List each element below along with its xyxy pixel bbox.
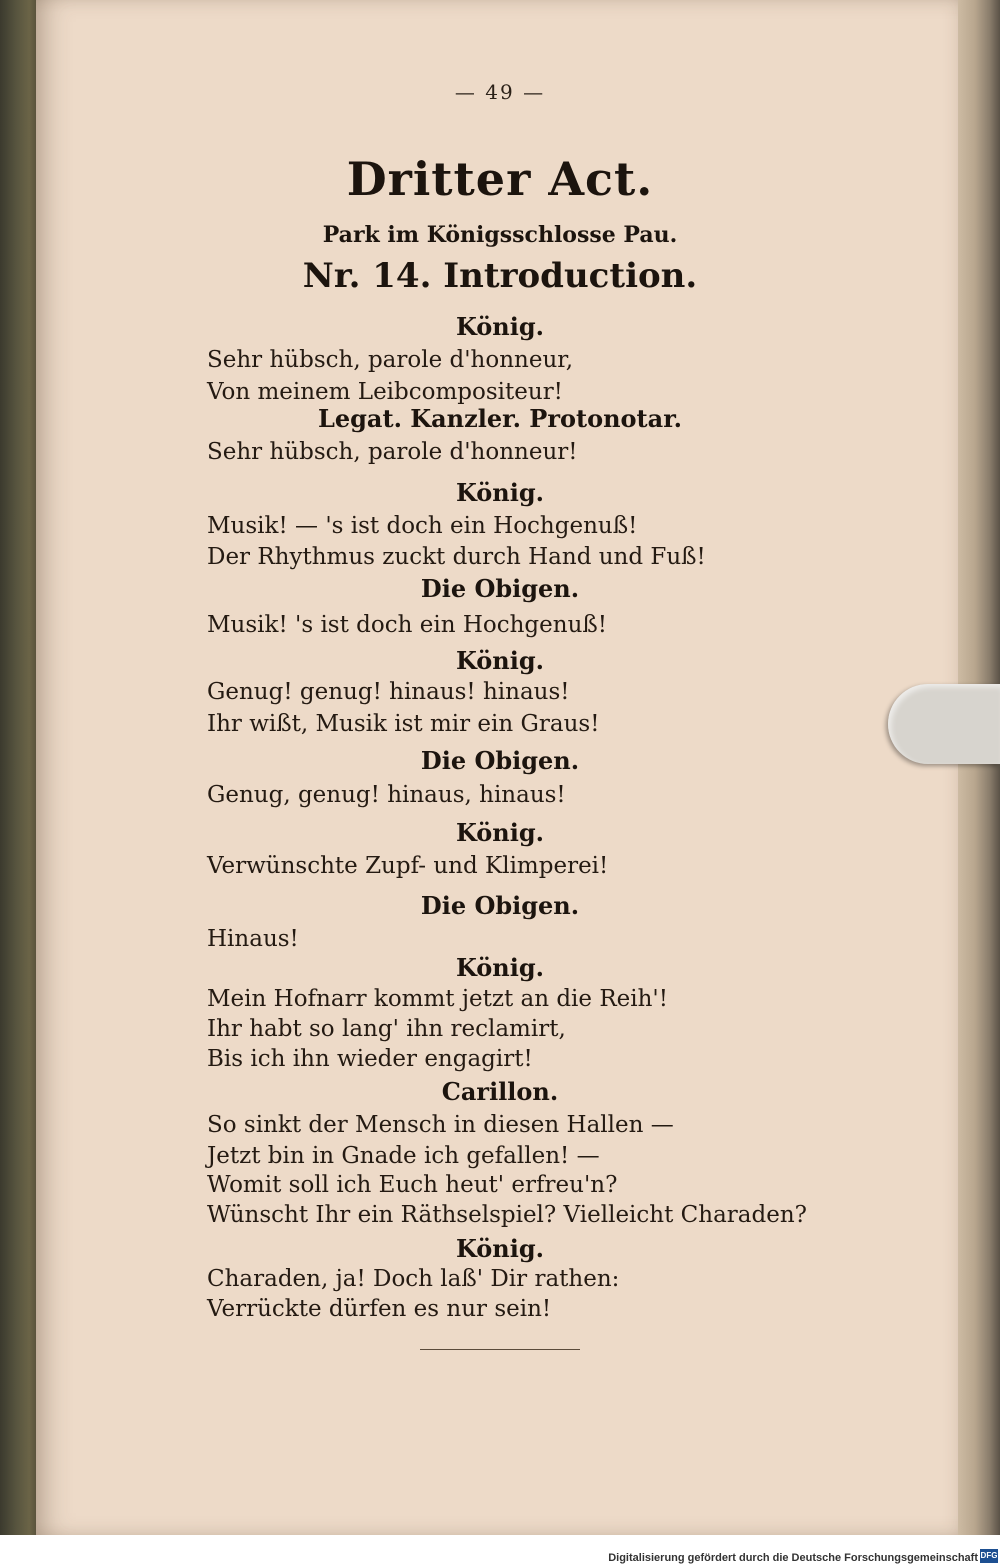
- verse-line: Mein Hofnarr kommt jetzt an die Reih'!: [207, 986, 668, 1012]
- verse-line: Sehr hübsch, parole d'honneur,: [207, 347, 574, 373]
- speaker-name: König.: [455, 1234, 545, 1263]
- verse-line: Jetzt bin in Gnade ich gefallen! —: [207, 1143, 600, 1169]
- dfg-logo: DFG: [980, 1549, 998, 1563]
- end-rule: [420, 1349, 580, 1350]
- number-title: Nr. 14. Introduction.: [302, 256, 698, 296]
- scene-heading: Park im Königsschlosse Pau.: [322, 222, 678, 248]
- speaker-name: König.: [455, 478, 545, 507]
- speaker-name: König.: [455, 953, 545, 982]
- verse-line: Sehr hübsch, parole d'honneur!: [207, 439, 578, 465]
- funding-credit: Digitalisierung gefördert durch die Deutsche Forschungsgemeinschaft: [608, 1552, 978, 1564]
- verse-line: Von meinem Leibcompositeur!: [207, 379, 563, 405]
- speaker-name: König.: [455, 646, 545, 675]
- speaker-name: Die Obigen.: [420, 574, 580, 603]
- speaker-name: Carillon.: [441, 1077, 559, 1106]
- verse-line: So sinkt der Mensch in diesen Hallen —: [207, 1112, 674, 1138]
- verse-line: Ihr habt so lang' ihn reclamirt,: [207, 1016, 566, 1042]
- verse-line: Verrückte dürfen es nur sein!: [207, 1296, 552, 1322]
- verse-line: Genug! genug! hinaus! hinaus!: [207, 679, 570, 705]
- verse-line: Womit soll ich Euch heut' erfreu'n?: [207, 1172, 618, 1198]
- verse-line: Genug, genug! hinaus, hinaus!: [207, 782, 566, 808]
- speaker-name: Die Obigen.: [420, 746, 580, 775]
- speaker-name: Legat. Kanzler. Protonotar.: [318, 404, 682, 433]
- verse-line: Ihr wißt, Musik ist mir ein Graus!: [207, 711, 600, 737]
- speaker-name: König.: [455, 818, 545, 847]
- verse-line: Charaden, ja! Doch laß' Dir rathen:: [207, 1266, 620, 1292]
- verse-line: Musik! 's ist doch ein Hochgenuß!: [207, 612, 607, 638]
- speaker-name: Die Obigen.: [420, 891, 580, 920]
- speaker-name: König.: [455, 312, 545, 341]
- page-number: — 49 —: [454, 80, 546, 104]
- verse-line: Verwünschte Zupf- und Klimperei!: [207, 853, 609, 879]
- verse-line: Hinaus!: [207, 926, 299, 952]
- act-title: Dritter Act.: [346, 152, 654, 206]
- verse-line: Bis ich ihn wieder engagirt!: [207, 1046, 533, 1072]
- verse-line: Musik! — 's ist doch ein Hochgenuß!: [207, 513, 638, 539]
- verse-line: Der Rhythmus zuckt durch Hand und Fuß!: [207, 544, 706, 570]
- verse-line: Wünscht Ihr ein Räthselspiel? Vielleicht Charaden?: [207, 1202, 807, 1228]
